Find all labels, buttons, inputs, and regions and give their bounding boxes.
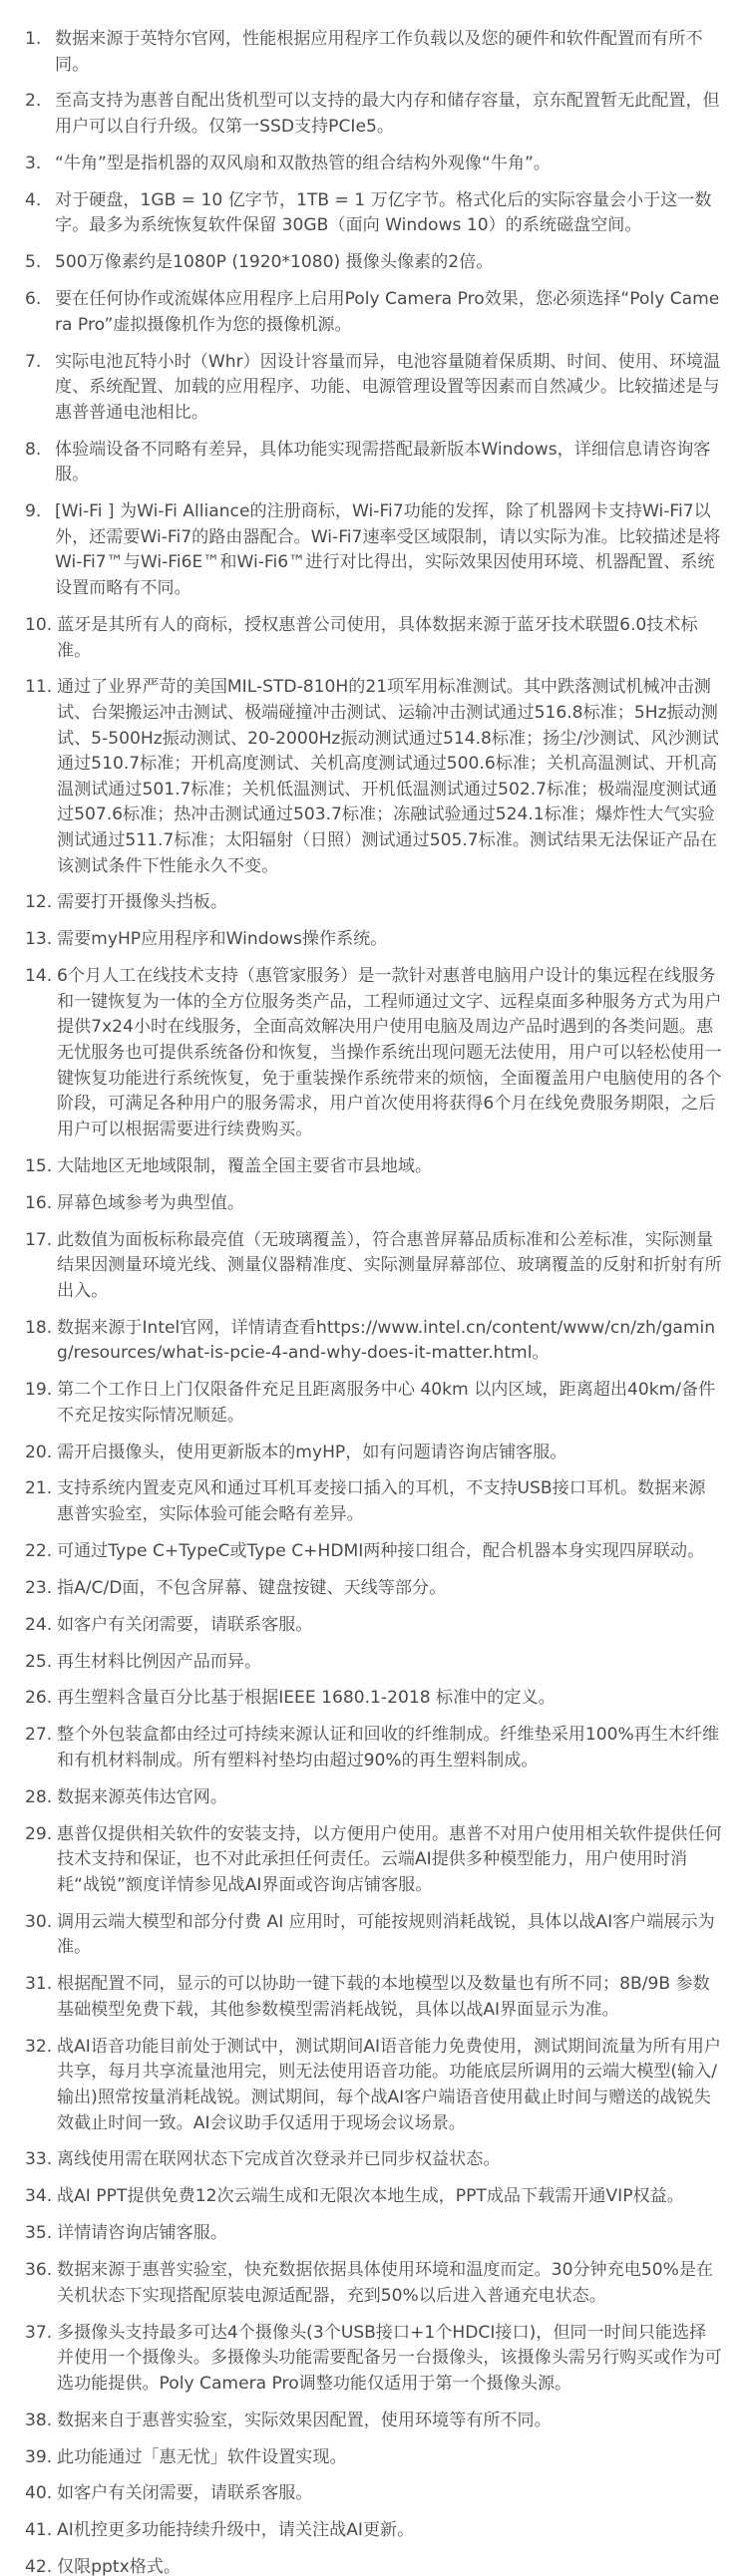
note-text: 调用云端大模型和部分付费 AI 应用时，可能按规则消耗战锐，具体以战AI客户端展示为准。 xyxy=(57,1911,715,1958)
note-number: 2. xyxy=(25,91,42,112)
note-item xyxy=(25,2321,722,2398)
note-text: 至高支持为惠普自配出货机型可以支持的最大内存和储存容量，京东配置暂无此配置，但用户可以自行升级。仅第一SSD支持PCIe5。 xyxy=(55,91,720,138)
note-number: 3. xyxy=(25,153,42,173)
note-number: 42. xyxy=(25,2557,53,2576)
note-number: 38. xyxy=(25,2410,53,2430)
note-text: 大陆地区无地域限制，覆盖全国主要省市县地域。 xyxy=(57,1155,433,1176)
note-text: 蓝牙是其所有人的商标，授权惠普公司使用，具体数据来源于蓝牙技术联盟6.0技术标准。 xyxy=(57,614,698,661)
note-text: 战AI PPT提供免费12次云端生成和无限次本地生成，PPT成品下载需开通VIP权益。 xyxy=(57,2186,684,2207)
note-number: 40. xyxy=(25,2483,53,2504)
note-text: 体验端设备不同略有差异，具体功能实现需搭配最新版本Windows，详细信息请咨询客服。 xyxy=(55,439,711,485)
note-text: 需要myHP应用程序和Windows操作系统。 xyxy=(57,929,388,950)
note-text: 数据来源英伟达官网。 xyxy=(57,1786,227,1807)
note-number: 7. xyxy=(25,351,42,372)
note-number: 31. xyxy=(25,1974,53,1995)
note-number: 30. xyxy=(25,1911,53,1932)
note-item xyxy=(25,350,722,427)
note-text: 此数值为面板标称最亮值（无玻璃覆盖），符合惠普屏幕品质标准和公差标准，实际测量结果因测量环境光线、测量仪器精准度、实际测量屏幕部位、玻璃覆盖的反射和折射有所出入。 xyxy=(57,1229,722,1301)
note-number: 11. xyxy=(25,677,53,698)
note-number: 18. xyxy=(25,1317,53,1338)
note-item xyxy=(25,613,722,664)
note-item xyxy=(25,1576,722,1602)
note-number: 13. xyxy=(25,929,53,950)
note-text: 需开启摄像头，使用更新版本的myHP，如有问题请咨询店铺客服。 xyxy=(57,1442,567,1462)
note-text: 对于硬盘，1GB = 10 亿字节，1TB = 1 万亿字节。格式化后的实际容量会小于这一数字。最多为系统恢复软件保留 30GB（面向 Windows 10）的系统磁盘空间。 xyxy=(55,189,712,236)
note-text: 需要打开摄像头挡板。 xyxy=(57,892,227,913)
note-number: 36. xyxy=(25,2260,53,2281)
note-item xyxy=(25,152,722,177)
note-number: 34. xyxy=(25,2186,53,2207)
note-number: 23. xyxy=(25,1577,53,1598)
note-item xyxy=(25,188,722,239)
note-text: 指A/C/D面，不包含屏幕、键盘按键、天线等部分。 xyxy=(57,1577,447,1598)
note-item xyxy=(25,2555,722,2576)
note-text: 屏幕色域参考为典型值。 xyxy=(57,1192,245,1213)
note-text: 如客户有关闭需要，请联系客服。 xyxy=(57,1614,313,1635)
note-number: 6. xyxy=(25,289,42,310)
note-text: 500万像素约是1080P (1920*1080) 摄像头像素的2倍。 xyxy=(55,252,494,273)
note-text: 再生塑料含量百分比基于根据IEEE 1680.1-2018 标准中的定义。 xyxy=(57,1688,556,1709)
note-number: 15. xyxy=(25,1155,53,1176)
note-item xyxy=(25,890,722,916)
note-item xyxy=(25,1785,722,1811)
note-number: 41. xyxy=(25,2520,53,2541)
note-item xyxy=(25,1686,722,1712)
note-number: 14. xyxy=(25,966,53,987)
note-text: 仅限pptx格式。 xyxy=(57,2557,181,2576)
note-text: 实际电池瓦特小时（Whr）因设计容量而异，电池容量随着保质期、时间、使用、环境温度、系统配置、加载的应用程序、功能、电源管理设置等因素而自然减少。比较描述是与惠普普通电池相比。 xyxy=(55,351,721,423)
note-number: 39. xyxy=(25,2446,53,2467)
note-number: 33. xyxy=(25,2149,53,2170)
note-item xyxy=(25,927,722,953)
note-item xyxy=(25,2258,722,2309)
note-item xyxy=(25,964,722,1142)
note-item xyxy=(25,2147,722,2173)
note-item xyxy=(25,1972,722,2023)
note-item xyxy=(25,2184,722,2210)
note-text: 多摄像头支持最多可达4个摄像头(3个USB接口+1个HDCI接口)，但同一时间只能选择并使用一个摄像头。多摄像头功能需要配备另一台摄像头，该摄像头需另行购买或作为可选功能提供。Poly Camera Pro调整功能仅适用于第一个摄像头源。 xyxy=(57,2322,722,2394)
note-number: 28. xyxy=(25,1786,53,1807)
note-item xyxy=(25,1613,722,1639)
note-text: 可通过Type C+TypeC或Type C+HDMI两种接口组合，配合机器本身实现四屏联动。 xyxy=(57,1540,705,1561)
note-text: 惠普仅提供相关软件的安装支持，以方便用户使用。惠普不对用户使用相关软件提供任何技术支持和保证，也不对此承担任何责任。云端AI提供多种模型能力，用户使用时消耗“战锐”额度详情参见战AI界面或咨询店铺客服。 xyxy=(57,1823,722,1895)
note-number: 25. xyxy=(25,1651,53,1672)
note-text: AI机控更多功能持续升级中，请关注战AI更新。 xyxy=(57,2520,415,2541)
note-number: 24. xyxy=(25,1614,53,1635)
note-number: 4. xyxy=(25,189,42,210)
note-item xyxy=(25,499,722,601)
note-item xyxy=(25,1476,722,1527)
note-text: 数据来源于英特尔官网，性能根据应用程序工作负载以及您的硬件和软件配置而有所不同。 xyxy=(55,29,703,75)
note-item xyxy=(25,1910,722,1961)
note-item xyxy=(25,2518,722,2544)
note-number: 16. xyxy=(25,1192,53,1213)
note-text: “牛角”型是指机器的双风扇和双散热管的组合结构外观像“牛角”。 xyxy=(55,153,551,173)
note-number: 8. xyxy=(25,439,42,460)
note-item xyxy=(25,1441,722,1466)
note-text: 如客户有关闭需要，请联系客服。 xyxy=(57,2483,313,2504)
note-item xyxy=(25,2481,722,2507)
note-number: 29. xyxy=(25,1823,53,1844)
note-text: 再生材料比例因产品而异。 xyxy=(57,1651,262,1672)
note-number: 1. xyxy=(25,29,42,49)
note-text: 详情请咨询店铺客服。 xyxy=(57,2223,227,2244)
note-item xyxy=(25,1822,722,1899)
note-item xyxy=(25,287,722,338)
note-text: 根据配置不同，显示的可以协助一键下载的本地模型以及数量也有所不同；8B/9B 参数基础模型免费下载，其他参数模型需消耗战锐，具体以战AI界面显示为准。 xyxy=(57,1974,710,2020)
note-text: 离线使用需在联网状态下完成首次登录并已同步权益状态。 xyxy=(57,2149,501,2170)
note-text: 支持系统内置麦克风和通过耳机耳麦接口插入的耳机，不支持USB接口耳机。数据来源惠普实验室，实际体验可能会略有差异。 xyxy=(57,1478,706,1525)
note-number: 35. xyxy=(25,2223,53,2244)
note-item xyxy=(25,675,722,879)
note-item xyxy=(25,1723,722,1773)
note-number: 12. xyxy=(25,892,53,913)
note-item xyxy=(25,1539,722,1565)
note-text: 数据来自于惠普实验室，实际效果因配置，使用环境等有所不同。 xyxy=(57,2410,552,2430)
note-number: 17. xyxy=(25,1229,53,1250)
note-text: [Wi-Fi ] 为Wi-Fi Alliance的注册商标，Wi-Fi7功能的发挥，除了机器网卡支持Wi-Fi7以外，还需要Wi-Fi7的路由器配合。Wi-Fi7速率受区域限制，请以实际为准。比较描述是将Wi-Fi7™与Wi-Fi6E™和Wi-Fi6™进行对比得出，实际效果因使用环境、机器配置、系统设置而略有不同。 xyxy=(55,501,721,599)
note-number: 10. xyxy=(25,614,53,635)
note-item xyxy=(25,2221,722,2247)
note-number: 37. xyxy=(25,2322,53,2343)
note-number: 26. xyxy=(25,1688,53,1709)
note-item xyxy=(25,2409,722,2434)
note-text: 数据来源于Intel官网，详情请查看https://www.intel.cn/content/www/cn/zh/gaming/resources/what-is-pcie-4-and-why-does-it-matter.html。 xyxy=(57,1317,716,1364)
note-text: 6个月人工在线技术支持（惠管家服务）是一款针对惠普电脑用户设计的集远程在线服务和一键恢复为一体的全方位服务类产品，工程师通过文字、远程桌面多种服务方式为用户提供7x24小时在线服务，全面高效解决用户使用电脑及周边产品时遇到的各类问题。惠无忧服务也可提供系统备份和恢复，当操作系统出现问题无法使用，用户可以轻松使用一键恢复功能进行系统恢复，免于重装操作系统带来的烦恼，全面覆盖用户电脑使用的各个阶段，可满足各种用户的服务需求，用户首次使用将获得6个月在线免费服务期限，之后用户可以根据需要进行续费购买。 xyxy=(57,966,722,1139)
note-item xyxy=(25,1378,722,1429)
note-text: 数据来源于惠普实验室，快充数据依据具体使用环境和温度而定。30分钟充电50%是在关机状态下实现搭配原装电源适配器，充到50%以后进入普通充电状态。 xyxy=(57,2260,714,2306)
note-text: 第二个工作日上门仅限备件充足且距离服务中心 40km 以内区域，距离超出40km/备件不充足按实际情况顺延。 xyxy=(57,1380,716,1426)
note-text: 要在任何协作或流媒体应用程序上启用Poly Camera Pro效果，您必须选择“Poly Camera Pro”虚拟摄像机作为您的摄像机源。 xyxy=(55,289,720,335)
note-number: 9. xyxy=(25,501,42,522)
note-item xyxy=(25,89,722,140)
note-number: 22. xyxy=(25,1540,53,1561)
note-number: 27. xyxy=(25,1725,53,1746)
note-text: 通过了业界严苛的美国MIL-STD-810H的21项军用标准测试。其中跌落测试机械冲击测试、台架搬运冲击测试、极端碰撞冲击测试、运输冲击测试通过516.8标准；5Hz振动测试、5-500Hz振动测试、20-2000Hz振动测试通过514.8标准；扬尘/沙测试、风沙测试通过510.7标准；开机高度测试、关机高度测试通过500.6标准；关机高温测试、开机高温测试通过501.7标准；关机低温测试、开机低温测试通过502.7标准；极端湿度测试通过507.6标准；热冲击测试通过503.7标准；冻融试验通过524.1标准；爆炸性大气实验测试通过511.7标准；太阳辐射（日照）测试通过505.7标准。测试结果无法保证产品在该测试条件下性能永久不变。 xyxy=(57,677,719,876)
note-item xyxy=(25,438,722,488)
note-item xyxy=(25,1191,722,1217)
note-item xyxy=(25,1650,722,1676)
note-item xyxy=(25,1154,722,1180)
note-text: 战AI语音功能目前处于测试中，测试期间AI语音能力免费使用，测试期间流量为所有用户共享，每月共享流量池用完，则无法使用语音功能。功能底层所调用的云端大模型(输入/输出)照常按量消耗战锐。测试期间，每个战AI客户端语音使用截止时间与赠送的战锐失效截止时间一致。AI会议助手仅适用于现场会议场景。 xyxy=(57,2036,721,2133)
note-number: 20. xyxy=(25,1442,53,1462)
note-number: 21. xyxy=(25,1478,53,1499)
note-item xyxy=(25,1316,722,1367)
note-item xyxy=(25,250,722,276)
note-text: 整个外包装盒都由经过可持续来源认证和回收的纤维制成。纤维垫采用100%再生木纤维和有机材料制成。所有塑料衬垫均由超过90%的再生塑料制成。 xyxy=(57,1725,720,1771)
note-item xyxy=(25,1228,722,1305)
note-number: 32. xyxy=(25,2036,53,2057)
note-number: 5. xyxy=(25,252,42,273)
note-number: 19. xyxy=(25,1380,53,1401)
note-item xyxy=(25,27,722,78)
note-item xyxy=(25,2445,722,2471)
note-item xyxy=(25,2035,722,2136)
note-text: 此功能通过「惠无忧」软件设置实现。 xyxy=(57,2446,347,2467)
